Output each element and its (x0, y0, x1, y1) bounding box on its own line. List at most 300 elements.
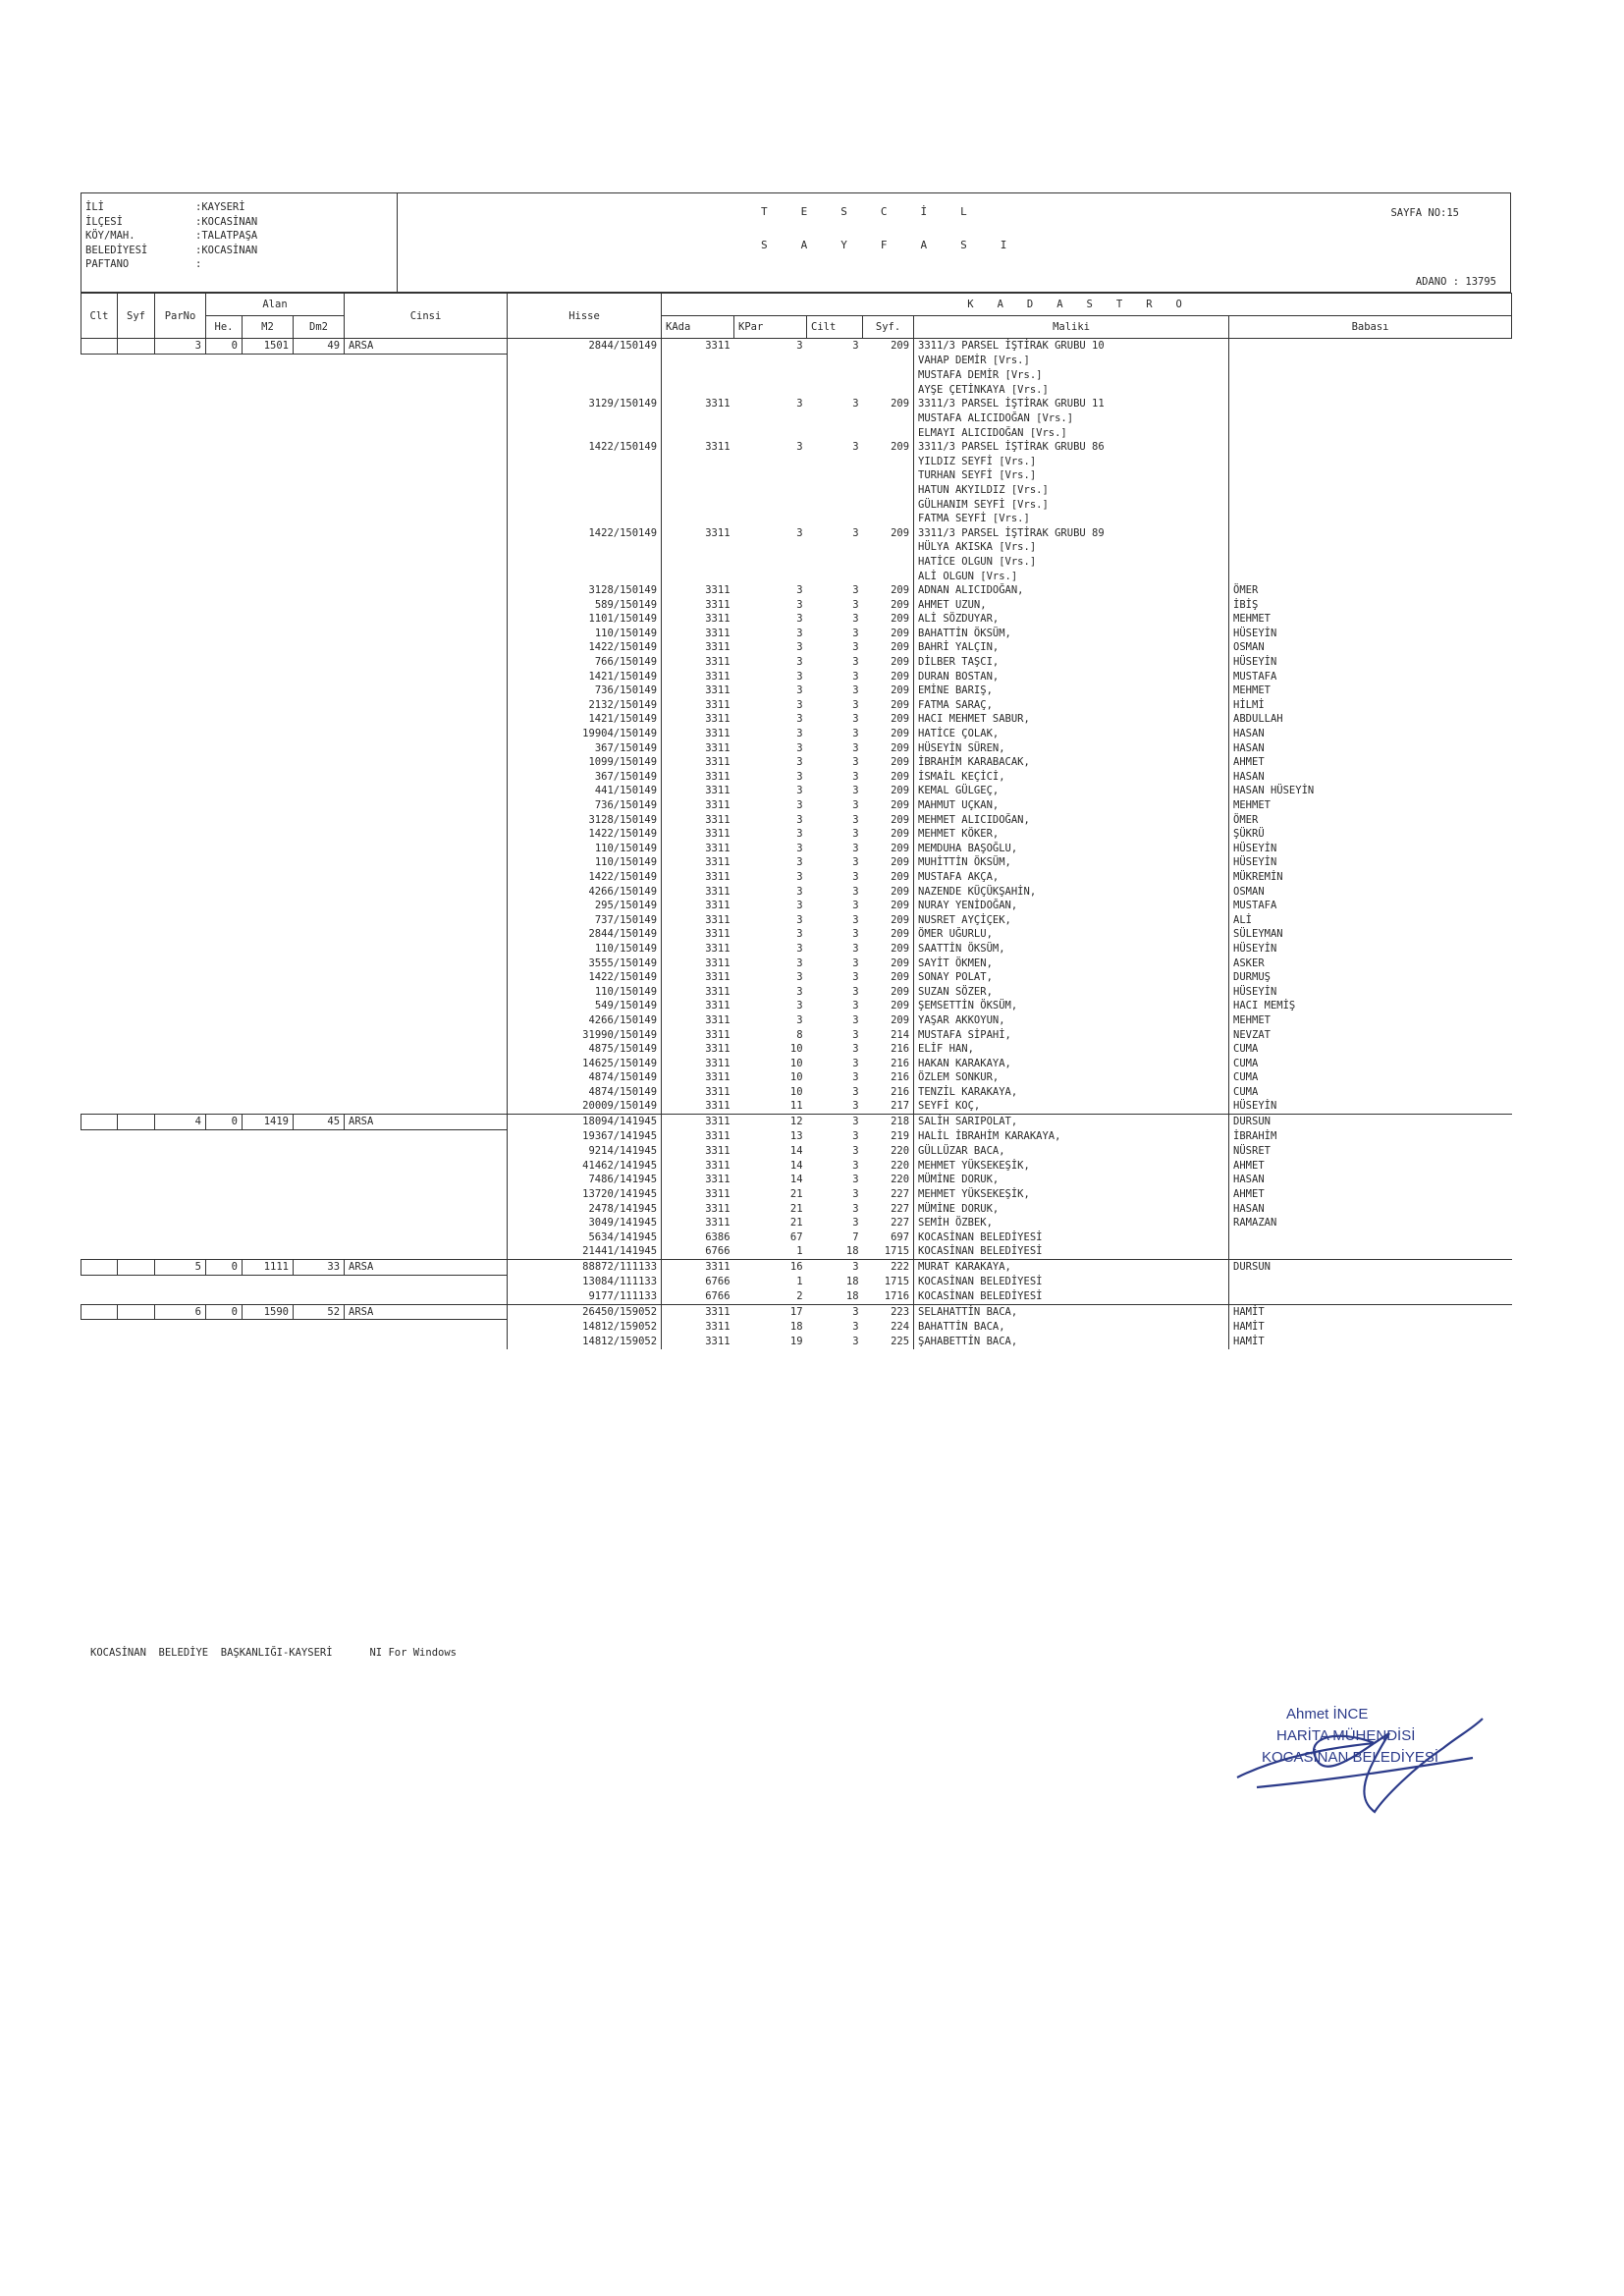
cilt-cell: 3 (807, 339, 863, 355)
il-row (85, 200, 397, 215)
babasi-cell: HASAN (1233, 1202, 1265, 1215)
kpar-cell: 3 (796, 398, 803, 410)
babasi-cell: ALİ (1233, 913, 1252, 926)
babasi-cell (1229, 526, 1512, 541)
syf-value-cell: 209 (891, 398, 910, 410)
maliki-cell: MUSTAFA SİPAHİ, (914, 1028, 1229, 1043)
babasi-cell: AHMET (1233, 756, 1265, 769)
cilt-cell: 3 (807, 1304, 863, 1320)
parcel-blank (81, 354, 508, 368)
hisse-cell (508, 368, 662, 383)
babasi-cell: HASAN (1233, 741, 1265, 754)
table-row (81, 1159, 1512, 1174)
kada-cell: 6766 (705, 1245, 731, 1258)
table-row (81, 540, 1512, 555)
clt-cell (81, 1115, 118, 1130)
syf-value-cell: 1716 (884, 1290, 910, 1303)
babasi-cell: HÜSEYİN (1233, 627, 1277, 639)
kpar-cell: 12 (734, 1115, 807, 1130)
maliki-cell: İSMAİL KEÇİCİ, (914, 770, 1229, 785)
parcel-blank (81, 1320, 508, 1335)
babasi-cell: İBİŞ (1233, 598, 1259, 611)
cilt-cell: 3 (852, 1321, 859, 1334)
syf-value-cell: 209 (891, 441, 910, 454)
parcel-blank (81, 426, 508, 441)
kpar-cell (734, 455, 807, 469)
syf-value-cell: 222 (863, 1260, 914, 1276)
maliki-cell: KOCASİNAN BELEDİYESİ (914, 1230, 1229, 1245)
parcel-blank (81, 1042, 508, 1057)
syf-value-cell: 209 (891, 1013, 910, 1026)
syf-value-cell (863, 468, 914, 483)
babasi-cell (1229, 1289, 1512, 1304)
maliki-cell: HÜSEYİN SÜREN, (914, 741, 1229, 756)
table-row (81, 1085, 1512, 1100)
table-row (81, 411, 1512, 426)
table-row (81, 770, 1512, 785)
hisse-cell (508, 426, 662, 441)
kada-cell (662, 555, 734, 570)
maliki-cell: EMİNE BARIŞ, (914, 683, 1229, 698)
m2-cell: 1111 (243, 1260, 294, 1276)
kada-cell: 3311 (705, 1043, 731, 1056)
hisse-cell (508, 483, 662, 498)
kpar-cell (734, 468, 807, 483)
table-row (81, 1115, 1512, 1130)
parcel-blank (81, 712, 508, 727)
syf-cell (118, 1304, 155, 1320)
maliki-cell: ŞEMSETTİN ÖKSÜM, (914, 999, 1229, 1013)
table-row (81, 397, 1512, 411)
maliki-cell: MUHİTTİN ÖKSÜM, (914, 855, 1229, 870)
il-label: İLİ (85, 201, 104, 213)
syf-value-cell: 227 (891, 1202, 910, 1215)
kpar-cell: 3 (796, 741, 803, 754)
kpar-cell: 13 (789, 1130, 803, 1143)
location-info (81, 193, 398, 292)
cilt-cell (807, 354, 863, 368)
parcel-blank (81, 899, 508, 913)
maliki-cell: ELİF HAN, (914, 1042, 1229, 1057)
kpar-cell: 3 (796, 770, 803, 783)
babasi-cell (1229, 1230, 1512, 1245)
table-row (81, 1244, 1512, 1259)
parcel-blank (81, 612, 508, 627)
parcel-blank (81, 526, 508, 541)
syf-value-cell: 209 (891, 928, 910, 941)
ada-number: ADANO : 13795 (1415, 276, 1496, 288)
maliki-cell: SAYİT ÖKMEN, (914, 957, 1229, 971)
babasi-cell (1229, 540, 1512, 555)
hisse-cell: 1422/150149 (508, 526, 662, 541)
hisse-cell: 7486/141945 (508, 1173, 662, 1187)
cilt-cell: 3 (852, 441, 859, 454)
hisse-cell: 4874/150149 (508, 1085, 662, 1100)
syf-value-cell: 209 (891, 627, 910, 639)
kada-cell: 3311 (705, 713, 731, 726)
cilt-cell: 3 (852, 598, 859, 611)
table-row (81, 1275, 1512, 1289)
syf-value-cell: 216 (891, 1057, 910, 1069)
table-row (81, 1216, 1512, 1230)
table-row (81, 741, 1512, 756)
kada-cell: 3311 (705, 813, 731, 826)
kpar-cell: 3 (796, 598, 803, 611)
syf-value-cell: 217 (891, 1100, 910, 1113)
cilt-cell: 3 (852, 1130, 859, 1143)
hisse-cell (508, 354, 662, 368)
syf-cell (118, 1260, 155, 1276)
kada-cell: 3311 (705, 1000, 731, 1012)
maliki-cell: 3311/3 PARSEL İŞTİRAK GRUBU 10 (914, 339, 1229, 355)
parcel-blank (81, 985, 508, 1000)
kpar-cell: 3 (796, 441, 803, 454)
parcel-blank (81, 1013, 508, 1028)
kada-cell: 3311 (705, 613, 731, 626)
col-kadastro: KADASTRO (662, 294, 1512, 316)
kada-cell: 3311 (705, 900, 731, 912)
maliki-cell: KOCASİNAN BELEDİYESİ (914, 1275, 1229, 1289)
kada-cell: 3311 (705, 870, 731, 883)
syf-value-cell: 209 (891, 613, 910, 626)
parcel-blank (81, 455, 508, 469)
kpar-cell: 3 (796, 656, 803, 669)
syf-value-cell: 224 (891, 1321, 910, 1334)
cilt-cell: 3 (852, 1085, 859, 1098)
parcel-blank (81, 1187, 508, 1202)
babasi-cell: ÖMER (1233, 584, 1259, 597)
syf-value-cell: 209 (891, 770, 910, 783)
kada-cell: 3311 (705, 441, 731, 454)
koy-label: KÖY/MAH. (85, 230, 135, 243)
parcel-blank (81, 383, 508, 398)
kpar-cell: 3 (796, 985, 803, 998)
babasi-cell (1229, 354, 1512, 368)
table-row (81, 1187, 1512, 1202)
hisse-cell: 110/150149 (508, 942, 662, 957)
col-parno: ParNo (155, 294, 206, 339)
hisse-cell: 295/150149 (508, 899, 662, 913)
hisse-cell (508, 540, 662, 555)
kpar-cell: 3 (796, 942, 803, 955)
parcel-blank (81, 741, 508, 756)
maliki-cell: YILDIZ SEYFİ [Vrs.] (914, 455, 1229, 469)
table-row (81, 827, 1512, 842)
cilt-cell: 3 (852, 842, 859, 854)
table-row (81, 598, 1512, 613)
babasi-cell (1229, 397, 1512, 411)
m2-cell: 1501 (243, 339, 294, 355)
hisse-cell: 110/150149 (508, 627, 662, 641)
parno-cell: 6 (155, 1304, 206, 1320)
parcel-blank (81, 1289, 508, 1304)
kpar-cell: 3 (796, 928, 803, 941)
cilt-cell (807, 540, 863, 555)
babasi-cell: SÜLEYMAN (1233, 928, 1283, 941)
table-row (81, 1042, 1512, 1057)
dm2-cell: 33 (294, 1260, 345, 1276)
parcel-blank (81, 1159, 508, 1174)
syf-value-cell: 209 (891, 885, 910, 898)
cilt-cell: 3 (852, 1071, 859, 1084)
hisse-cell: 13084/111133 (508, 1275, 662, 1289)
kada-cell: 3311 (705, 656, 731, 669)
parcel-blank (81, 842, 508, 856)
syf-value-cell: 209 (863, 339, 914, 355)
kpar-cell: 3 (796, 971, 803, 984)
kada-cell: 3311 (705, 770, 731, 783)
kada-cell: 3311 (705, 1130, 731, 1143)
babasi-cell: HASAN (1233, 728, 1265, 740)
hisse-cell (508, 383, 662, 398)
signature-stamp (1218, 1689, 1492, 1827)
col-cilt: Cilt (807, 316, 863, 339)
table-row (81, 354, 1512, 368)
kpar-cell (734, 540, 807, 555)
table-row (81, 1320, 1512, 1335)
parcel-blank (81, 1085, 508, 1100)
signature-org: KOCASİNAN BELEDİYESİ (1262, 1749, 1439, 1766)
babasi-cell: DURMUŞ (1233, 971, 1271, 984)
kada-cell (662, 383, 734, 398)
kpar-cell: 18 (789, 1321, 803, 1334)
belediye-label: BELEDİYESİ (85, 244, 148, 256)
maliki-cell: 3311/3 PARSEL İŞTİRAK GRUBU 86 (914, 440, 1229, 455)
cilt-cell: 3 (852, 957, 859, 969)
il-value: :KAYSERİ (195, 201, 245, 213)
cinsi-cell: ARSA (345, 1115, 508, 1130)
kpar-cell: 3 (796, 856, 803, 869)
maliki-cell: 3311/3 PARSEL İŞTİRAK GRUBU 89 (914, 526, 1229, 541)
parcel-blank (81, 1202, 508, 1217)
parcel-blank (81, 1099, 508, 1114)
syf-value-cell: 209 (891, 756, 910, 769)
kpar-cell: 3 (796, 728, 803, 740)
syf-value-cell: 209 (891, 698, 910, 711)
syf-value-cell: 209 (891, 971, 910, 984)
parcel-blank (81, 468, 508, 483)
table-row (81, 927, 1512, 942)
maliki-cell: ÖZLEM SONKUR, (914, 1070, 1229, 1085)
parcel-blank (81, 827, 508, 842)
page-number: SAYFA NO:15 (1390, 207, 1459, 219)
parcel-blank (81, 411, 508, 426)
paftano-row (85, 257, 397, 272)
cilt-cell: 3 (852, 756, 859, 769)
cilt-cell: 3 (852, 1028, 859, 1041)
kada-cell: 3311 (705, 598, 731, 611)
syf-value-cell: 209 (891, 957, 910, 969)
table-row (81, 1144, 1512, 1159)
syf-value-cell: 209 (891, 870, 910, 883)
syf-value-cell (863, 383, 914, 398)
maliki-cell: DİLBER TAŞCI, (914, 655, 1229, 670)
syf-value-cell (863, 498, 914, 513)
hisse-cell: 31990/150149 (508, 1028, 662, 1043)
table-row (81, 755, 1512, 770)
maliki-cell: HACI MEHMET SABUR, (914, 712, 1229, 727)
cilt-cell: 3 (852, 1057, 859, 1069)
syf-value-cell: 214 (891, 1028, 910, 1041)
kada-cell: 3311 (705, 1028, 731, 1041)
cilt-cell: 18 (845, 1290, 859, 1303)
kada-cell: 6386 (705, 1230, 731, 1243)
hisse-cell: 18094/141945 (508, 1115, 662, 1130)
maliki-cell: MEHMET KÖKER, (914, 827, 1229, 842)
babasi-cell: CUMA (1233, 1043, 1259, 1056)
maliki-cell: ALİ SÖZDUYAR, (914, 612, 1229, 627)
syf-value-cell: 209 (891, 913, 910, 926)
m2-cell: 1590 (243, 1304, 294, 1320)
cilt-cell (807, 455, 863, 469)
cilt-cell: 3 (852, 1335, 859, 1347)
babasi-cell: CUMA (1233, 1071, 1259, 1084)
parcel-blank (81, 683, 508, 698)
hisse-cell: 110/150149 (508, 855, 662, 870)
kada-cell: 3311 (705, 1013, 731, 1026)
table-row (81, 1013, 1512, 1028)
maliki-cell: 3311/3 PARSEL İŞTİRAK GRUBU 11 (914, 397, 1229, 411)
syf-value-cell: 220 (891, 1145, 910, 1158)
syf-value-cell: 209 (891, 728, 910, 740)
kada-cell: 3311 (705, 971, 731, 984)
kpar-cell (734, 555, 807, 570)
cilt-cell: 3 (852, 1100, 859, 1113)
dm2-cell: 52 (294, 1304, 345, 1320)
kpar-cell: 3 (796, 828, 803, 841)
parcel-blank (81, 957, 508, 971)
hisse-cell: 19367/141945 (508, 1129, 662, 1144)
hisse-cell: 441/150149 (508, 784, 662, 798)
table-row (81, 1057, 1512, 1071)
parcel-blank (81, 570, 508, 584)
syf-value-cell (863, 354, 914, 368)
kada-cell: 3311 (705, 684, 731, 697)
hisse-cell: 2844/150149 (508, 339, 662, 355)
babasi-cell (1229, 411, 1512, 426)
footer-left: KOCASİNAN BELEDİYE BAŞKANLIĞI-KAYSERİ (90, 1647, 333, 1659)
syf-value-cell (863, 411, 914, 426)
syf-value-cell: 223 (863, 1304, 914, 1320)
cilt-cell: 3 (852, 1202, 859, 1215)
babasi-cell (1229, 468, 1512, 483)
kpar-cell: 3 (796, 957, 803, 969)
kpar-cell: 3 (796, 698, 803, 711)
table-row (81, 627, 1512, 641)
parcel-blank (81, 640, 508, 655)
cinsi-cell: ARSA (345, 339, 508, 355)
kada-cell: 3311 (705, 1159, 731, 1172)
hisse-cell: 21441/141945 (508, 1244, 662, 1259)
table-row (81, 498, 1512, 513)
clt-cell (81, 339, 118, 355)
hisse-cell: 9177/111133 (508, 1289, 662, 1304)
hisse-cell (508, 411, 662, 426)
kada-cell: 3311 (705, 856, 731, 869)
maliki-cell: İBRAHİM KARABACAK, (914, 755, 1229, 770)
parcel-blank (81, 1070, 508, 1085)
hisse-cell: 3128/150149 (508, 813, 662, 828)
tescil-sheet (81, 192, 1511, 1349)
maliki-cell: DURAN BOSTAN, (914, 670, 1229, 684)
m2-cell: 1419 (243, 1115, 294, 1130)
cilt-cell: 3 (852, 713, 859, 726)
cilt-cell: 3 (852, 1013, 859, 1026)
kpar-cell (734, 354, 807, 368)
maliki-cell: ALİ OLGUN [Vrs.] (914, 570, 1229, 584)
kada-cell (662, 455, 734, 469)
cilt-cell: 3 (852, 656, 859, 669)
table-row (81, 1099, 1512, 1114)
table-row (81, 1129, 1512, 1144)
hisse-cell: 4266/150149 (508, 1013, 662, 1028)
hisse-cell (508, 570, 662, 584)
parcel-blank (81, 1129, 508, 1144)
cilt-cell: 3 (852, 913, 859, 926)
hisse-cell: 2844/150149 (508, 927, 662, 942)
maliki-cell: SEYFİ KOÇ, (914, 1099, 1229, 1114)
syf-value-cell: 1715 (884, 1245, 910, 1258)
maliki-cell: TURHAN SEYFİ [Vrs.] (914, 468, 1229, 483)
syf-value-cell: 216 (891, 1071, 910, 1084)
hisse-cell: 20009/150149 (508, 1099, 662, 1114)
parcel-blank (81, 540, 508, 555)
kada-cell: 3311 (705, 957, 731, 969)
hisse-cell (508, 555, 662, 570)
kpar-cell: 10 (789, 1043, 803, 1056)
babasi-cell: ŞÜKRÜ (1233, 828, 1265, 841)
parcel-blank (81, 670, 508, 684)
kpar-cell (734, 383, 807, 398)
table-row (81, 698, 1512, 713)
document-subtitle: SAYFASI (761, 239, 1041, 251)
clt-cell (81, 1260, 118, 1276)
babasi-cell: MUSTAFA (1233, 900, 1277, 912)
hisse-cell: 2132/150149 (508, 698, 662, 713)
sheet-header (81, 192, 1511, 293)
parcel-blank (81, 1335, 508, 1349)
col-kada: KAda (662, 316, 734, 339)
parcel-blank (81, 555, 508, 570)
parcel-blank (81, 999, 508, 1013)
kada-cell: 3311 (705, 584, 731, 597)
col-hisse: Hisse (508, 294, 662, 339)
kada-cell (662, 411, 734, 426)
table-row (81, 468, 1512, 483)
hisse-cell (508, 512, 662, 526)
maliki-cell: ELMAYI ALICIDOĞAN [Vrs.] (914, 426, 1229, 441)
hisse-cell: 2478/141945 (508, 1202, 662, 1217)
cilt-cell: 3 (852, 971, 859, 984)
kpar-cell: 2 (796, 1290, 803, 1303)
cilt-cell (807, 512, 863, 526)
parcel-blank (81, 440, 508, 455)
babasi-cell: HAMİT (1233, 1321, 1265, 1334)
kada-cell (662, 498, 734, 513)
kada-cell: 3311 (705, 398, 731, 410)
table-row (81, 426, 1512, 441)
hisse-cell: 1422/150149 (508, 827, 662, 842)
hisse-cell: 14625/150149 (508, 1057, 662, 1071)
kpar-cell: 3 (796, 1013, 803, 1026)
syf-value-cell: 209 (891, 656, 910, 669)
kpar-cell: 3 (796, 913, 803, 926)
maliki-cell: MUSTAFA DEMİR [Vrs.] (914, 368, 1229, 383)
table-row (81, 842, 1512, 856)
kada-cell: 3311 (705, 1057, 731, 1069)
syf-value-cell: 209 (891, 785, 910, 797)
kpar-cell: 3 (796, 1000, 803, 1012)
